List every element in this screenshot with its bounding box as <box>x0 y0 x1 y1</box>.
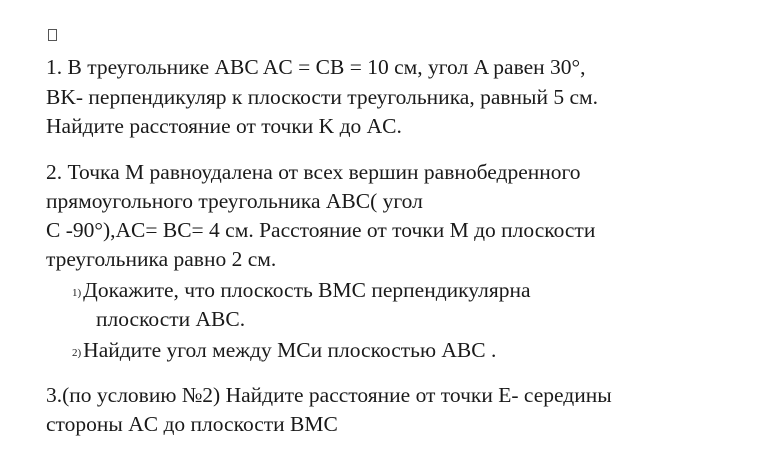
subitem-2-text: Найдите угол между MCи плоскостью ABC . <box>83 338 497 362</box>
missing-glyph-icon <box>48 29 57 41</box>
subitem-2-line-1 <box>72 336 496 367</box>
problem-2-line-1: 2. Точка M равноудалена от всех вершин равнобедренного <box>46 160 581 184</box>
subitem-1-line-1 <box>72 276 531 307</box>
problem-3-line-2: стороны AC до плоскости BMC <box>46 412 338 436</box>
problem-2-line-3: C -90°),AC= BC= 4 см. Расстояние от точки M до плоскости <box>46 218 596 242</box>
subitem-1-line-2: плоскости ABC. <box>96 307 246 331</box>
problem-1-line-3: Найдите расстояние от точки K до AC. <box>46 114 402 138</box>
subitem-1-text: Докажите, что плоскость BMC перпендикулярна <box>83 278 531 302</box>
problem-1-line-1: 1. В треугольнике ABC AC = CB = 10 см, угол A равен 30°, <box>46 55 586 79</box>
problem-2-line-4: треугольника равно 2 см. <box>46 247 277 271</box>
problem-2-line-2: прямоугольного треугольника ABC( угол <box>46 189 423 213</box>
problem-3-line-1: 3.(по условию №2) Найдите расстояние от точки E- середины <box>46 383 612 407</box>
subitem-2-number: 2) <box>72 347 82 359</box>
subitem-1-number: 1) <box>72 287 82 299</box>
problem-1-line-2: BK- перпендикуляр к плоскости треугольника, равный 5 см. <box>46 85 599 109</box>
